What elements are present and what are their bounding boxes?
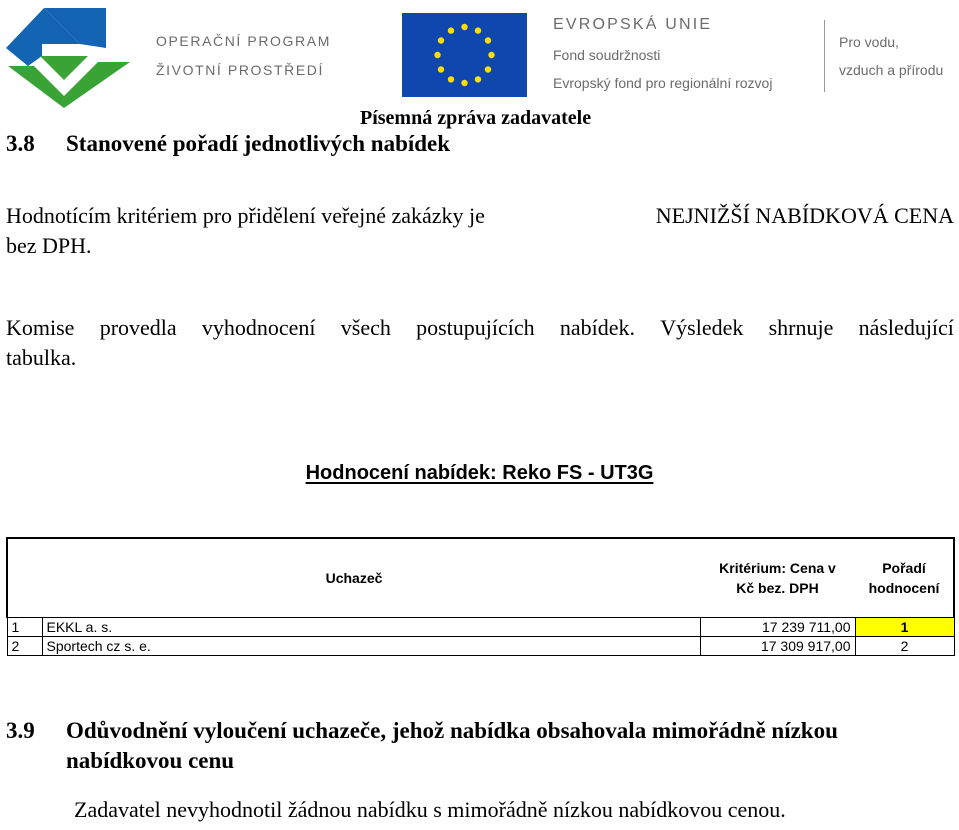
op-line2-text: ŽIVOTNÍ PROSTŘEDÍ bbox=[156, 62, 324, 78]
section-heading-line bbox=[6, 716, 954, 746]
criterion-prefix: Hodnotícím kritériem pro přidělení veřejné zakázky je bbox=[6, 203, 485, 228]
paragraph-line: tabulka. bbox=[6, 345, 77, 370]
op-zp-logo-icon bbox=[4, 4, 134, 108]
eu-flag-icon bbox=[402, 13, 527, 97]
eu-fund2-text: Evropský fond pro regionální rozvoj bbox=[553, 75, 773, 91]
header-rank-line1: Pořadí bbox=[882, 560, 926, 576]
section-title-line2: nabídkovou cenu bbox=[66, 748, 235, 773]
op-line1-text: OPERAČNÍ PROGRAM bbox=[156, 33, 331, 49]
commission-paragraph bbox=[6, 313, 954, 373]
bidder-name: EKKL a. s. bbox=[42, 618, 700, 637]
word: shrnuje bbox=[768, 315, 834, 340]
tagline-line1: Pro vodu, bbox=[839, 34, 899, 50]
word: následující bbox=[858, 315, 954, 340]
results-table bbox=[6, 537, 955, 656]
word: Komise bbox=[6, 315, 75, 340]
table-title: Hodnocení nabídek: Reko FS - UT3G bbox=[305, 462, 654, 484]
section-3-8-heading bbox=[6, 131, 450, 157]
header-rank bbox=[855, 538, 954, 618]
header-criterion-line2: Kč bez. DPH bbox=[736, 580, 819, 596]
row-number: 1 bbox=[7, 618, 42, 637]
tagline-line2: vzduch a přírodu bbox=[839, 62, 944, 78]
criterion-emphasis: NEJNIŽŠÍ NABÍDKOVÁ CENA bbox=[655, 203, 954, 228]
header-criterion bbox=[700, 538, 855, 618]
header-criterion-line1: Kritérium: Cena v bbox=[719, 560, 836, 576]
bid-rank: 2 bbox=[855, 637, 954, 656]
word: nabídek. bbox=[559, 315, 636, 340]
word: postupujících bbox=[416, 315, 535, 340]
paragraph-line bbox=[6, 313, 954, 343]
table-header-row bbox=[7, 538, 954, 618]
eu-title-text: EVROPSKÁ UNIE bbox=[553, 16, 713, 33]
eu-fund1-text: Fond soudržnosti bbox=[553, 47, 661, 63]
bidder-name: Sportech cz s. e. bbox=[42, 637, 700, 656]
paragraph-line: bez DPH. bbox=[6, 233, 92, 258]
logo-divider bbox=[824, 20, 825, 92]
section-title-line1: Odůvodnění vyloučení uchazeče, jehož nabídka obsahovala mimořádně nízkou bbox=[66, 718, 838, 743]
section-3-9-heading bbox=[6, 716, 954, 776]
section-number: 3.9 bbox=[6, 718, 35, 743]
low-price-paragraph: Zadavatel nevyhodnotil žádnou nabídku s mimořádně nízkou nabídkovou cenou. bbox=[74, 797, 786, 822]
table-row bbox=[7, 637, 954, 656]
section-number: 3.8 bbox=[6, 131, 35, 156]
paragraph-line bbox=[6, 201, 954, 231]
header-bidder: Uchazeč bbox=[7, 538, 700, 618]
bid-rank: 1 bbox=[855, 618, 954, 637]
bid-price: 17 239 711,00 bbox=[700, 618, 855, 637]
word: vyhodnocení bbox=[201, 315, 316, 340]
word: Výsledek bbox=[660, 315, 744, 340]
eu-stars-icon bbox=[402, 13, 527, 97]
word: všech bbox=[340, 315, 391, 340]
document-header-title: Písemná zpráva zadavatele bbox=[360, 107, 592, 129]
word: provedla bbox=[99, 315, 177, 340]
header-rank-line2: hodnocení bbox=[868, 580, 940, 596]
bid-price: 17 309 917,00 bbox=[700, 637, 855, 656]
criterion-paragraph bbox=[6, 201, 954, 261]
table-row bbox=[7, 618, 954, 637]
row-number: 2 bbox=[7, 637, 42, 656]
section-title: Stanovené pořadí jednotlivých nabídek bbox=[66, 131, 451, 156]
